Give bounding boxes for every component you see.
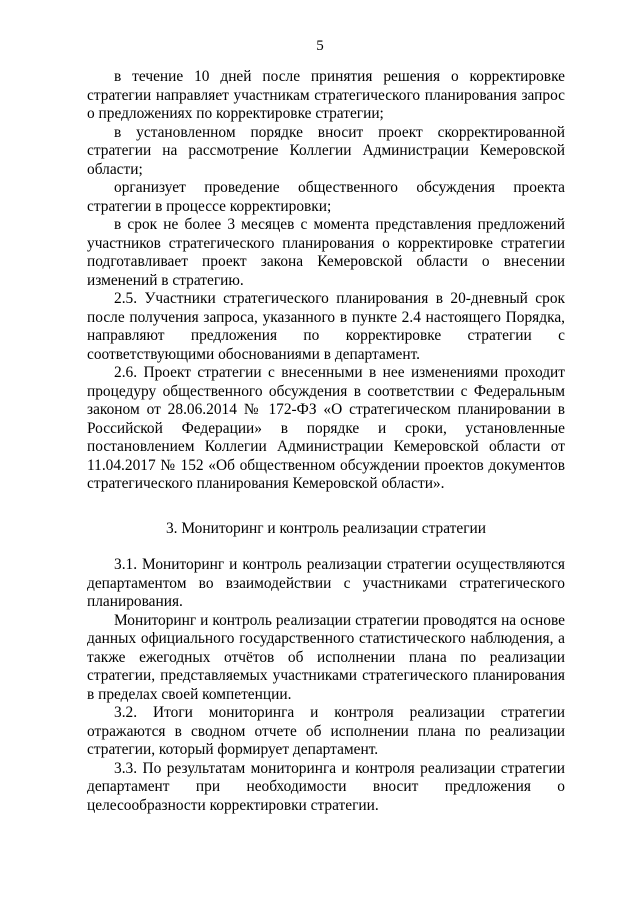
paragraph: 2.6. Проект стратегии с внесенными в нее изменениями проходит процедуру общественного обсуждения в соответствии с Федеральным законом от 28.06.2014 № 172-ФЗ «О стратегическом планировании в Российской Федерации» в порядке и сроки, установленные постановлением Коллегии Администрации Кемеровской области от 11.04.2017 № 152 «Об общественном обсуждении проектов документов стратегического планирования Кемеровской области». xyxy=(87,364,565,492)
document-body xyxy=(87,68,565,815)
paragraph: в установленном порядке вносит проект скорректированной стратегии на рассмотрение Коллегии Администрации Кемеровской области; xyxy=(87,123,565,178)
paragraph: в срок не более 3 месяцев с момента представления предложений участников стратегического планирования о корректировке стратегии подготавливает проект закона Кемеровской области о внесении изменений в стратегию. xyxy=(87,216,565,289)
paragraph: организует проведение общественного обсуждения проекта стратегии в процессе корректировки; xyxy=(87,179,565,215)
paragraph: Мониторинг и контроль реализации стратегии проводятся на основе данных официального государственного статистического наблюдения, а также ежегодных отчётов об исполнении плана по реализации стратегии, представляемых участниками стратегического планирования в пределах своей компетенции. xyxy=(87,611,565,703)
section-heading: 3. Мониторинг и контроль реализации стратегии xyxy=(165,519,487,537)
paragraph: в течение 10 дней после принятия решения о корректировке стратегии направляет участникам стратегического планирования запрос о предложениях по корректировке стратегии; xyxy=(87,68,565,122)
paragraph: 2.5. Участники стратегического планирования в 20-дневный срок после получения запроса, указанного в пункте 2.4 настоящего Порядка, направляют предложения по корректировке стратегии с соответствующими обоснованиями в департамент. xyxy=(87,290,565,363)
page-number: 5 xyxy=(316,38,324,54)
paragraph: 3.1. Мониторинг и контроль реализации стратегии осуществляются департаментом во взаимодействии с участниками стратегического планирования. xyxy=(87,556,565,610)
paragraph: 3.3. По результатам мониторинга и контроля реализации стратегии департамент при необходимости вносит предложения о целесообразности корректировки стратегии. xyxy=(87,759,565,814)
paragraph: 3.2. Итоги мониторинга и контроля реализации стратегии отражаются в сводном отчете об исполнении плана по реализации стратегии, который формирует департамент. xyxy=(87,704,565,758)
